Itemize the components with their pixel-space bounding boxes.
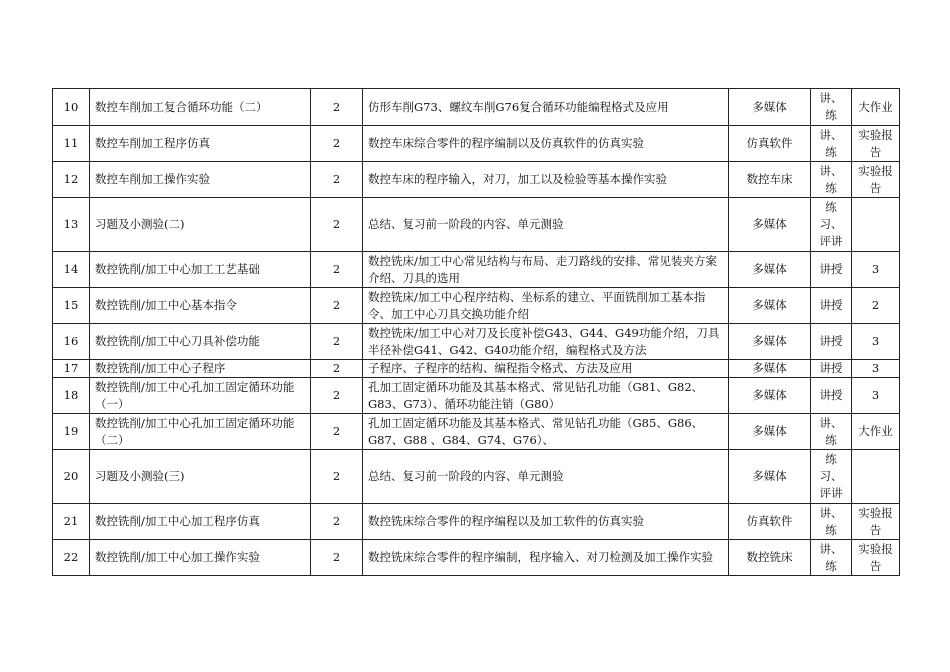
teaching-method-cell: 讲授 <box>811 360 852 378</box>
lesson-title-cell: 数控铣削/加工中心刀具补偿功能 <box>90 324 311 360</box>
homework-cell <box>852 198 900 252</box>
lesson-number-cell: 22 <box>53 540 90 576</box>
lesson-number-cell: 12 <box>53 162 90 198</box>
lesson-number-cell: 11 <box>53 126 90 162</box>
homework-cell: 3 <box>852 360 900 378</box>
teaching-method-cell: 讲、练 <box>811 89 852 126</box>
lesson-title-cell: 数控车削加工程序仿真 <box>90 126 311 162</box>
lesson-title-cell: 数控铣削/加工中心孔加工固定循环功能（二） <box>90 414 311 450</box>
class-hours-cell: 2 <box>311 324 363 360</box>
teaching-media-cell: 多媒体 <box>729 252 811 288</box>
lesson-number-cell: 18 <box>53 378 90 414</box>
teaching-media-cell: 多媒体 <box>729 450 811 504</box>
table-row <box>53 360 900 378</box>
class-hours-cell: 2 <box>311 378 363 414</box>
homework-cell: 3 <box>852 252 900 288</box>
lesson-content-cell: 子程序、子程序的结构、编程指令格式、方法及应用 <box>363 360 729 378</box>
teaching-method-cell: 讲授 <box>811 378 852 414</box>
teaching-method-cell: 练习、评讲 <box>811 198 852 252</box>
homework-cell: 3 <box>852 378 900 414</box>
lesson-title-cell: 数控铣削/加工中心基本指令 <box>90 288 311 324</box>
class-hours-cell: 2 <box>311 288 363 324</box>
table-row <box>53 89 900 126</box>
lesson-number-cell: 16 <box>53 324 90 360</box>
teaching-method-cell: 讲、练 <box>811 414 852 450</box>
homework-cell: 大作业 <box>852 89 900 126</box>
lesson-title-cell: 数控铣削/加工中心孔加工固定循环功能（一） <box>90 378 311 414</box>
teaching-method-cell: 讲、练 <box>811 540 852 576</box>
class-hours-cell: 2 <box>311 89 363 126</box>
class-hours-cell: 2 <box>311 414 363 450</box>
homework-cell: 实验报告 <box>852 504 900 540</box>
homework-cell: 实验报告 <box>852 540 900 576</box>
table-row <box>53 288 900 324</box>
lesson-content-cell: 总结、复习前一阶段的内容、单元测验 <box>363 198 729 252</box>
class-hours-cell: 2 <box>311 198 363 252</box>
lesson-number-cell: 14 <box>53 252 90 288</box>
table-row <box>53 414 900 450</box>
teaching-media-cell: 多媒体 <box>729 324 811 360</box>
teaching-method-cell: 讲、练 <box>811 504 852 540</box>
teaching-media-cell: 多媒体 <box>729 89 811 126</box>
lesson-content-cell: 数控铣床/加工中心程序结构、坐标系的建立、平面铣削加工基本指令、加工中心刀具交换功能介绍 <box>363 288 729 324</box>
teaching-media-cell: 仿真软件 <box>729 504 811 540</box>
table-row <box>53 504 900 540</box>
table-row <box>53 378 900 414</box>
teaching-method-cell: 练习、评讲 <box>811 450 852 504</box>
lesson-content-cell: 数控铣床综合零件的程序编程以及加工软件的仿真实验 <box>363 504 729 540</box>
lesson-content-cell: 孔加工固定循环功能及其基本格式、常见钻孔功能（G81、G82、G83、G73）、循环功能注销（G80） <box>363 378 729 414</box>
lesson-content-cell: 数控车床的程序输入，对刀，加工以及检验等基本操作实验 <box>363 162 729 198</box>
table-row <box>53 198 900 252</box>
class-hours-cell: 2 <box>311 126 363 162</box>
lesson-title-cell: 习题及小测验(二) <box>90 198 311 252</box>
homework-cell <box>852 450 900 504</box>
teaching-method-cell: 讲授 <box>811 324 852 360</box>
teaching-media-cell: 多媒体 <box>729 198 811 252</box>
lesson-content-cell: 总结、复习前一阶段的内容、单元测验 <box>363 450 729 504</box>
lesson-content-cell: 数控铣床/加工中心对刀及长度补偿G43、G44、G49功能介绍，刀具半径补偿G41、G42、G40功能介绍，编程格式及方法 <box>363 324 729 360</box>
teaching-media-cell: 数控铣床 <box>729 540 811 576</box>
lesson-number-cell: 15 <box>53 288 90 324</box>
table-row <box>53 126 900 162</box>
lesson-number-cell: 21 <box>53 504 90 540</box>
lesson-content-cell: 孔加工固定循环功能及其基本格式、常见钻孔功能（G85、G86、G87、G88 、G84、G74、G76）、 <box>363 414 729 450</box>
lesson-number-cell: 20 <box>53 450 90 504</box>
teaching-method-cell: 讲、练 <box>811 126 852 162</box>
lesson-content-cell: 数控铣床/加工中心常见结构与布局、走刀路线的安排、常见装夹方案介绍、刀具的选用 <box>363 252 729 288</box>
course-schedule-table <box>52 88 900 576</box>
lesson-title-cell: 数控车削加工复合循环功能（二） <box>90 89 311 126</box>
table-row <box>53 450 900 504</box>
lesson-title-cell: 数控车削加工操作实验 <box>90 162 311 198</box>
table-row <box>53 162 900 198</box>
teaching-method-cell: 讲授 <box>811 252 852 288</box>
teaching-media-cell: 多媒体 <box>729 288 811 324</box>
homework-cell: 实验报告 <box>852 126 900 162</box>
homework-cell: 2 <box>852 288 900 324</box>
homework-cell: 大作业 <box>852 414 900 450</box>
class-hours-cell: 2 <box>311 162 363 198</box>
lesson-title-cell: 数控铣削/加工中心加工工艺基础 <box>90 252 311 288</box>
lesson-title-cell: 数控铣削/加工中心加工操作实验 <box>90 540 311 576</box>
lesson-number-cell: 13 <box>53 198 90 252</box>
teaching-method-cell: 讲授 <box>811 288 852 324</box>
table-row <box>53 252 900 288</box>
class-hours-cell: 2 <box>311 450 363 504</box>
lesson-title-cell: 数控铣削/加工中心加工程序仿真 <box>90 504 311 540</box>
class-hours-cell: 2 <box>311 540 363 576</box>
teaching-method-cell: 讲、练 <box>811 162 852 198</box>
table-body <box>53 89 900 576</box>
teaching-media-cell: 多媒体 <box>729 414 811 450</box>
lesson-title-cell: 数控铣削/加工中心子程序 <box>90 360 311 378</box>
table-row <box>53 324 900 360</box>
lesson-content-cell: 数控铣床综合零件的程序编制，程序输入、对刀检测及加工操作实验 <box>363 540 729 576</box>
homework-cell: 3 <box>852 324 900 360</box>
class-hours-cell: 2 <box>311 504 363 540</box>
homework-cell: 实验报告 <box>852 162 900 198</box>
teaching-media-cell: 仿真软件 <box>729 126 811 162</box>
teaching-media-cell: 数控车床 <box>729 162 811 198</box>
table-row <box>53 540 900 576</box>
lesson-content-cell: 数控车床综合零件的程序编制以及仿真软件的仿真实验 <box>363 126 729 162</box>
lesson-content-cell: 仿形车削G73、螺纹车削G76复合循环功能编程格式及应用 <box>363 89 729 126</box>
class-hours-cell: 2 <box>311 252 363 288</box>
lesson-title-cell: 习题及小测验(三) <box>90 450 311 504</box>
lesson-number-cell: 10 <box>53 89 90 126</box>
class-hours-cell: 2 <box>311 360 363 378</box>
teaching-media-cell: 多媒体 <box>729 378 811 414</box>
lesson-number-cell: 19 <box>53 414 90 450</box>
teaching-media-cell: 多媒体 <box>729 360 811 378</box>
lesson-number-cell: 17 <box>53 360 90 378</box>
